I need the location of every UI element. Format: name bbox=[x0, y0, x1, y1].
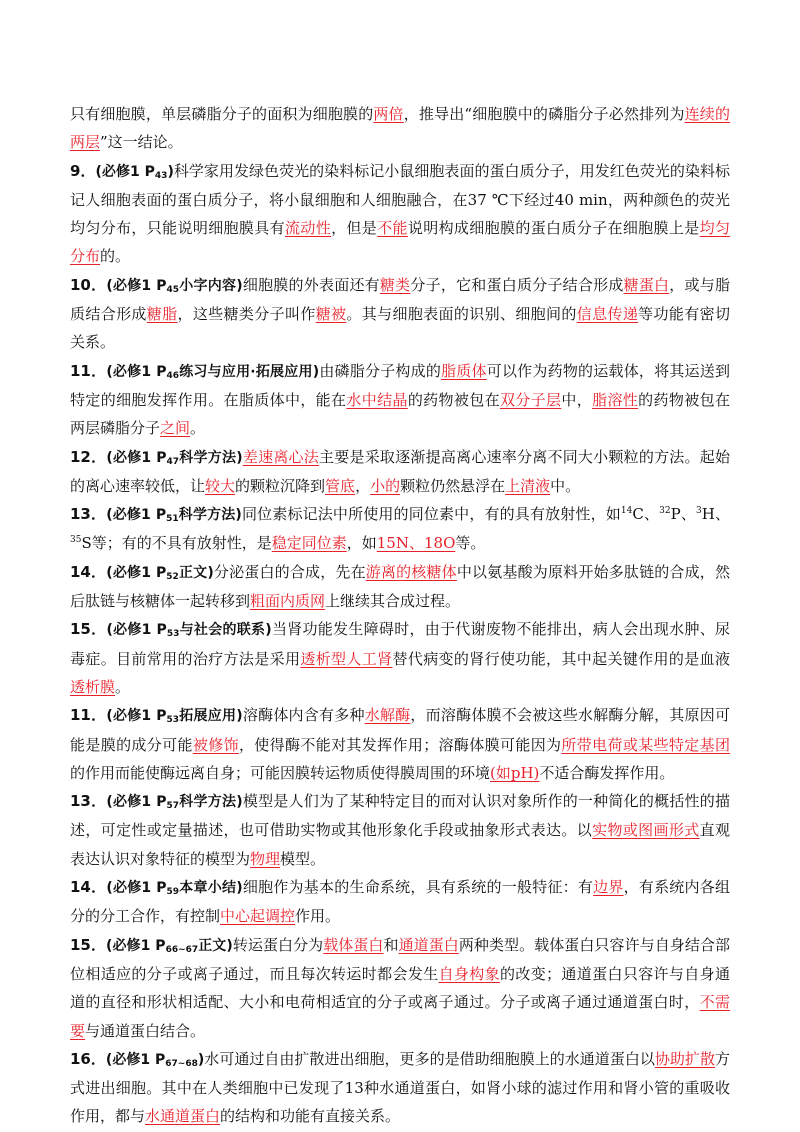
textbook-source: (必修1 P bbox=[105, 1051, 166, 1068]
body-text: 科学家用发绿色荧光的染料标记小鼠细胞表面的蛋白质分子，用发红色荧光的染料标记人细胞表面的蛋白质分子，将小鼠细胞和人细胞融合，在37 ℃下经过40 min，两种颜色的荧光均匀分布，只能说明细胞膜具有 bbox=[70, 161, 730, 238]
body-text: 中以氨基酸为原料开始多肽链的合成，然后肽链与核糖体一起转移到 bbox=[70, 562, 730, 611]
body-text: 和 bbox=[383, 935, 399, 954]
body-text: ，如 bbox=[346, 534, 377, 553]
question-paragraph bbox=[70, 701, 730, 787]
body-text: 由磷脂分子构成的 bbox=[319, 361, 442, 380]
answer-blank: 实物或图画形式 bbox=[592, 821, 700, 840]
body-text: ，这些糖类分子叫作 bbox=[177, 305, 316, 324]
answer-blank: 水中结晶 bbox=[346, 390, 408, 409]
body-text: ，但是 bbox=[331, 219, 378, 238]
answer-blank: 两倍 bbox=[373, 105, 404, 123]
body-text: 转运蛋白分为 bbox=[232, 935, 324, 954]
answer-blank: 糖脂 bbox=[146, 305, 178, 324]
question-paragraph bbox=[70, 931, 730, 1045]
body-text: 。 bbox=[115, 677, 131, 696]
body-text: 模型是人们为了某种特定目的而对认识对象所作的一种简化的概括性的描述，可定性或定量描述，也可借助实物或其他形象化手段或抽象形式表达。以 bbox=[70, 792, 731, 840]
answer-blank: 脂溶性 bbox=[592, 390, 639, 409]
isotope-mass-number: 14 bbox=[620, 506, 633, 517]
body-text: ，有系统内各组分的分工合作，有控制 bbox=[70, 878, 730, 926]
page-subscript: 66~67 bbox=[165, 944, 199, 955]
answer-blank: 信息传递 bbox=[576, 305, 639, 324]
textbook-source: (必修1 P bbox=[106, 449, 167, 466]
body-text: 说明构成细胞膜的蛋白质分子在细胞膜上是 bbox=[407, 219, 700, 238]
body-text: 的药物被包在两层磷脂分子 bbox=[70, 390, 730, 438]
question-paragraph bbox=[70, 873, 730, 931]
body-text: 的药物被包在 bbox=[407, 390, 500, 409]
textbook-source: ) bbox=[197, 1051, 205, 1068]
question-number: 15． bbox=[70, 935, 107, 954]
answer-blank: 管底 bbox=[325, 476, 356, 495]
answer-blank: 稳定同位素 bbox=[271, 534, 347, 553]
page-subscript: 53 bbox=[166, 715, 180, 726]
textbook-source: (必修1 P bbox=[106, 880, 167, 897]
body-text: H、 bbox=[701, 505, 730, 524]
question-number: 14． bbox=[70, 562, 107, 581]
body-text: ， bbox=[355, 476, 371, 495]
answer-blank: 糖类 bbox=[379, 275, 411, 294]
body-text: 溶酶体内含有多种 bbox=[242, 706, 365, 725]
body-text: ，而溶酶体膜不会被这些水解酶分解，其原因可能是膜的成分可能 bbox=[70, 706, 730, 754]
question-number: 9． bbox=[70, 161, 96, 180]
body-text: 等。 bbox=[455, 534, 486, 553]
answer-blank: 粗面内质网 bbox=[250, 592, 326, 611]
body-text: 与通道蛋白结合。 bbox=[85, 1021, 206, 1040]
body-text: 只有细胞膜，单层磷脂分子的面积为细胞膜的 bbox=[70, 105, 374, 123]
question-number: 14． bbox=[70, 878, 107, 897]
isotope-mass-number: 3 bbox=[696, 506, 702, 517]
answer-blank: 自身构象 bbox=[438, 964, 500, 983]
answer-blank: (如pH) bbox=[490, 763, 540, 782]
body-text: 两种类型。载体蛋白只容许与自身结合部位相适应的分子或离子通过，而且每次转运时都会发生 bbox=[70, 935, 730, 983]
answer-blank: 协助扩散 bbox=[654, 1049, 715, 1068]
body-text: 细胞膜的外表面还有 bbox=[242, 275, 380, 294]
body-text: ，推导出“细胞膜中的磷脂分子必然排列为 bbox=[403, 105, 685, 123]
body-text: 中， bbox=[561, 390, 593, 409]
textbook-source: 本章小结) bbox=[179, 880, 243, 897]
page-subscript: 47 bbox=[166, 456, 180, 467]
body-text: 分子，它和蛋白质分子结合形成 bbox=[410, 275, 624, 294]
question-paragraph bbox=[70, 558, 730, 616]
body-text: 当肾功能发生障碍时，由于代谢废物不能排出，病人会出现水肿、尿毒症。目前常用的治疗方法是采用 bbox=[70, 620, 731, 668]
body-text: 的颗粒沉降到 bbox=[235, 476, 326, 495]
body-text: 的作用而能使酶远离自身；可能因膜转运物质使得膜周围的环境 bbox=[70, 763, 491, 782]
textbook-source: (必修1 P bbox=[106, 277, 167, 294]
body-text: 颗粒仍然悬浮在 bbox=[400, 476, 506, 495]
answer-blank: 脂质体 bbox=[441, 361, 487, 380]
question-paragraph bbox=[70, 500, 730, 558]
textbook-source: (必修1 P bbox=[106, 937, 166, 954]
body-text: 作用。 bbox=[295, 907, 341, 926]
question-paragraph bbox=[70, 787, 730, 873]
body-text: 直观表达认识对象特征的模型为 bbox=[70, 821, 730, 868]
body-text: ，使得酶不能对其发挥作用；溶酶体膜可能因为 bbox=[238, 735, 562, 754]
answer-blank: 15N、18O bbox=[376, 534, 456, 553]
answer-blank: 不能 bbox=[377, 219, 408, 238]
body-text: 等功能有密切关系。 bbox=[70, 305, 730, 352]
page-subscript: 57 bbox=[166, 801, 180, 812]
answer-blank: 所带电荷或某些特定基团 bbox=[561, 735, 730, 754]
body-text: 的改变；通道蛋白只容许与自身通道的直径和形状相适配、大小和电荷相适宜的分子或离子通过。分子或离子通过通道蛋白时， bbox=[70, 964, 730, 1012]
answer-blank: 通道蛋白 bbox=[398, 935, 459, 954]
body-text: 细胞作为基本的生命系统，具有系统的一般特征：有 bbox=[242, 878, 594, 897]
answer-blank: 边界 bbox=[593, 878, 624, 897]
body-text: 不适合酶发挥作用。 bbox=[539, 763, 675, 782]
body-text: S等；有的不具有放射性，是 bbox=[81, 534, 272, 553]
question-number: 15． bbox=[70, 620, 107, 639]
textbook-source: (必修1 P bbox=[106, 507, 167, 524]
body-text: 主要是采取逐渐提高离心速率分离不同大小颗粒的方法。起始的离心速率较低，让 bbox=[70, 447, 730, 495]
answer-blank: 差速离心法 bbox=[242, 447, 320, 466]
answer-blank: 透析膜 bbox=[70, 677, 116, 696]
question-number: 13． bbox=[70, 505, 107, 524]
body-text: 的结构和功能有直接关系。 bbox=[220, 1107, 401, 1126]
body-text: ”这一结论。 bbox=[100, 133, 183, 152]
page-subscript: 46 bbox=[166, 370, 179, 381]
body-text: 同位素标记法中所使用的同位素中，有的具有放射性，如 bbox=[241, 505, 621, 524]
answer-blank: 被修饰 bbox=[192, 735, 239, 754]
answer-blank: 流动性 bbox=[284, 219, 332, 238]
question-paragraph bbox=[70, 443, 730, 501]
page-subscript: 43 bbox=[154, 170, 168, 181]
answer-blank: 较大 bbox=[205, 476, 236, 495]
textbook-source: 与社会的联系) bbox=[179, 622, 272, 639]
question-number: 10． bbox=[70, 275, 107, 294]
answer-blank: 水通道蛋白 bbox=[145, 1107, 221, 1126]
body-text: C、 bbox=[632, 505, 660, 524]
body-text: P、 bbox=[670, 505, 696, 524]
textbook-source: (必修1 P bbox=[106, 622, 167, 639]
textbook-source: 练习与应用·拓展应用) bbox=[179, 363, 320, 380]
question-number: 12． bbox=[70, 447, 107, 466]
answer-blank: 不需要 bbox=[70, 993, 730, 1040]
body-text: 方式进出细胞。其中在人类细胞中已发现了13种水通道蛋白，如肾小球的滤过作用和肾小管的重吸收作用，都与 bbox=[70, 1049, 730, 1126]
answer-blank: 糖蛋白 bbox=[623, 275, 670, 294]
answer-blank: 之间 bbox=[160, 419, 191, 438]
textbook-source: (必修1 P bbox=[106, 708, 167, 725]
body-text: 水可通过自由扩散进出细胞，更多的是借助细胞膜上的水通道蛋白以 bbox=[204, 1049, 655, 1068]
textbook-source: (必修1 P bbox=[106, 794, 167, 811]
answer-blank: 载体蛋白 bbox=[323, 935, 384, 954]
page-subscript: 59 bbox=[166, 887, 180, 898]
answer-blank: 游离的核糖体 bbox=[365, 562, 457, 581]
textbook-source: (必修1 P bbox=[95, 163, 155, 180]
textbook-source: 小字内容) bbox=[179, 277, 243, 294]
answer-blank: 上清液 bbox=[505, 476, 551, 495]
question-number: 11． bbox=[70, 706, 107, 725]
body-text: ，或与脂质结合形成 bbox=[70, 275, 730, 324]
textbook-source: 科学方法) bbox=[179, 794, 243, 811]
textbook-source: 科学方法) bbox=[179, 449, 243, 466]
body-text: 的。 bbox=[100, 247, 131, 266]
textbook-source: 正文) bbox=[198, 937, 233, 954]
question-paragraph bbox=[70, 100, 730, 157]
body-text: 分泌蛋白的合成，先在 bbox=[213, 562, 366, 581]
textbook-source: 科学方法) bbox=[178, 507, 242, 524]
answer-blank: 水解酶 bbox=[364, 706, 411, 725]
question-paragraph bbox=[70, 271, 730, 357]
question-paragraph bbox=[70, 357, 730, 443]
body-text: 。其与细胞表面的识别、细胞间的 bbox=[346, 305, 577, 324]
page-subscript: 67~68 bbox=[165, 1058, 198, 1069]
question-number: 16． bbox=[70, 1049, 106, 1068]
textbook-source: 正文) bbox=[178, 564, 214, 581]
answer-blank: 透析型人工肾 bbox=[300, 649, 393, 668]
page-subscript: 52 bbox=[166, 571, 179, 582]
page-subscript: 51 bbox=[166, 514, 179, 525]
textbook-source: (必修1 P bbox=[106, 363, 167, 380]
page-subscript: 45 bbox=[166, 284, 180, 295]
body-text: 替代病变的肾行使功能，其中起关键作用的是血液 bbox=[392, 649, 730, 668]
isotope-mass-number: 35 bbox=[70, 535, 82, 546]
question-number: 13． bbox=[70, 792, 107, 811]
page-subscript: 53 bbox=[166, 629, 180, 640]
answer-blank: 均匀分布 bbox=[70, 219, 730, 266]
question-paragraph bbox=[70, 157, 730, 271]
textbook-source: ) bbox=[167, 163, 174, 180]
body-text: 中。 bbox=[550, 476, 581, 495]
body-text: 。 bbox=[190, 419, 206, 438]
answer-blank: 中心起调控 bbox=[220, 907, 296, 926]
body-text: 上继续其合成过程。 bbox=[325, 592, 461, 611]
body-text: 可以作为药物的运载体，将其运送到特定的细胞发挥作用。在脂质体中，能在 bbox=[70, 361, 730, 409]
textbook-source: (必修1 P bbox=[106, 564, 167, 581]
answer-blank: 小的 bbox=[370, 476, 401, 495]
body-text: 模型。 bbox=[280, 849, 326, 868]
answer-blank: 物理 bbox=[250, 849, 281, 868]
answer-blank: 连续的两层 bbox=[70, 105, 730, 152]
answer-blank: 糖被 bbox=[315, 305, 347, 324]
question-paragraph bbox=[70, 1045, 730, 1131]
answer-blank: 双分子层 bbox=[499, 390, 562, 409]
document-body bbox=[70, 100, 730, 1131]
isotope-mass-number: 32 bbox=[659, 506, 671, 517]
question-number: 11． bbox=[70, 361, 107, 380]
textbook-source: 拓展应用) bbox=[179, 708, 243, 725]
question-paragraph bbox=[70, 615, 730, 701]
